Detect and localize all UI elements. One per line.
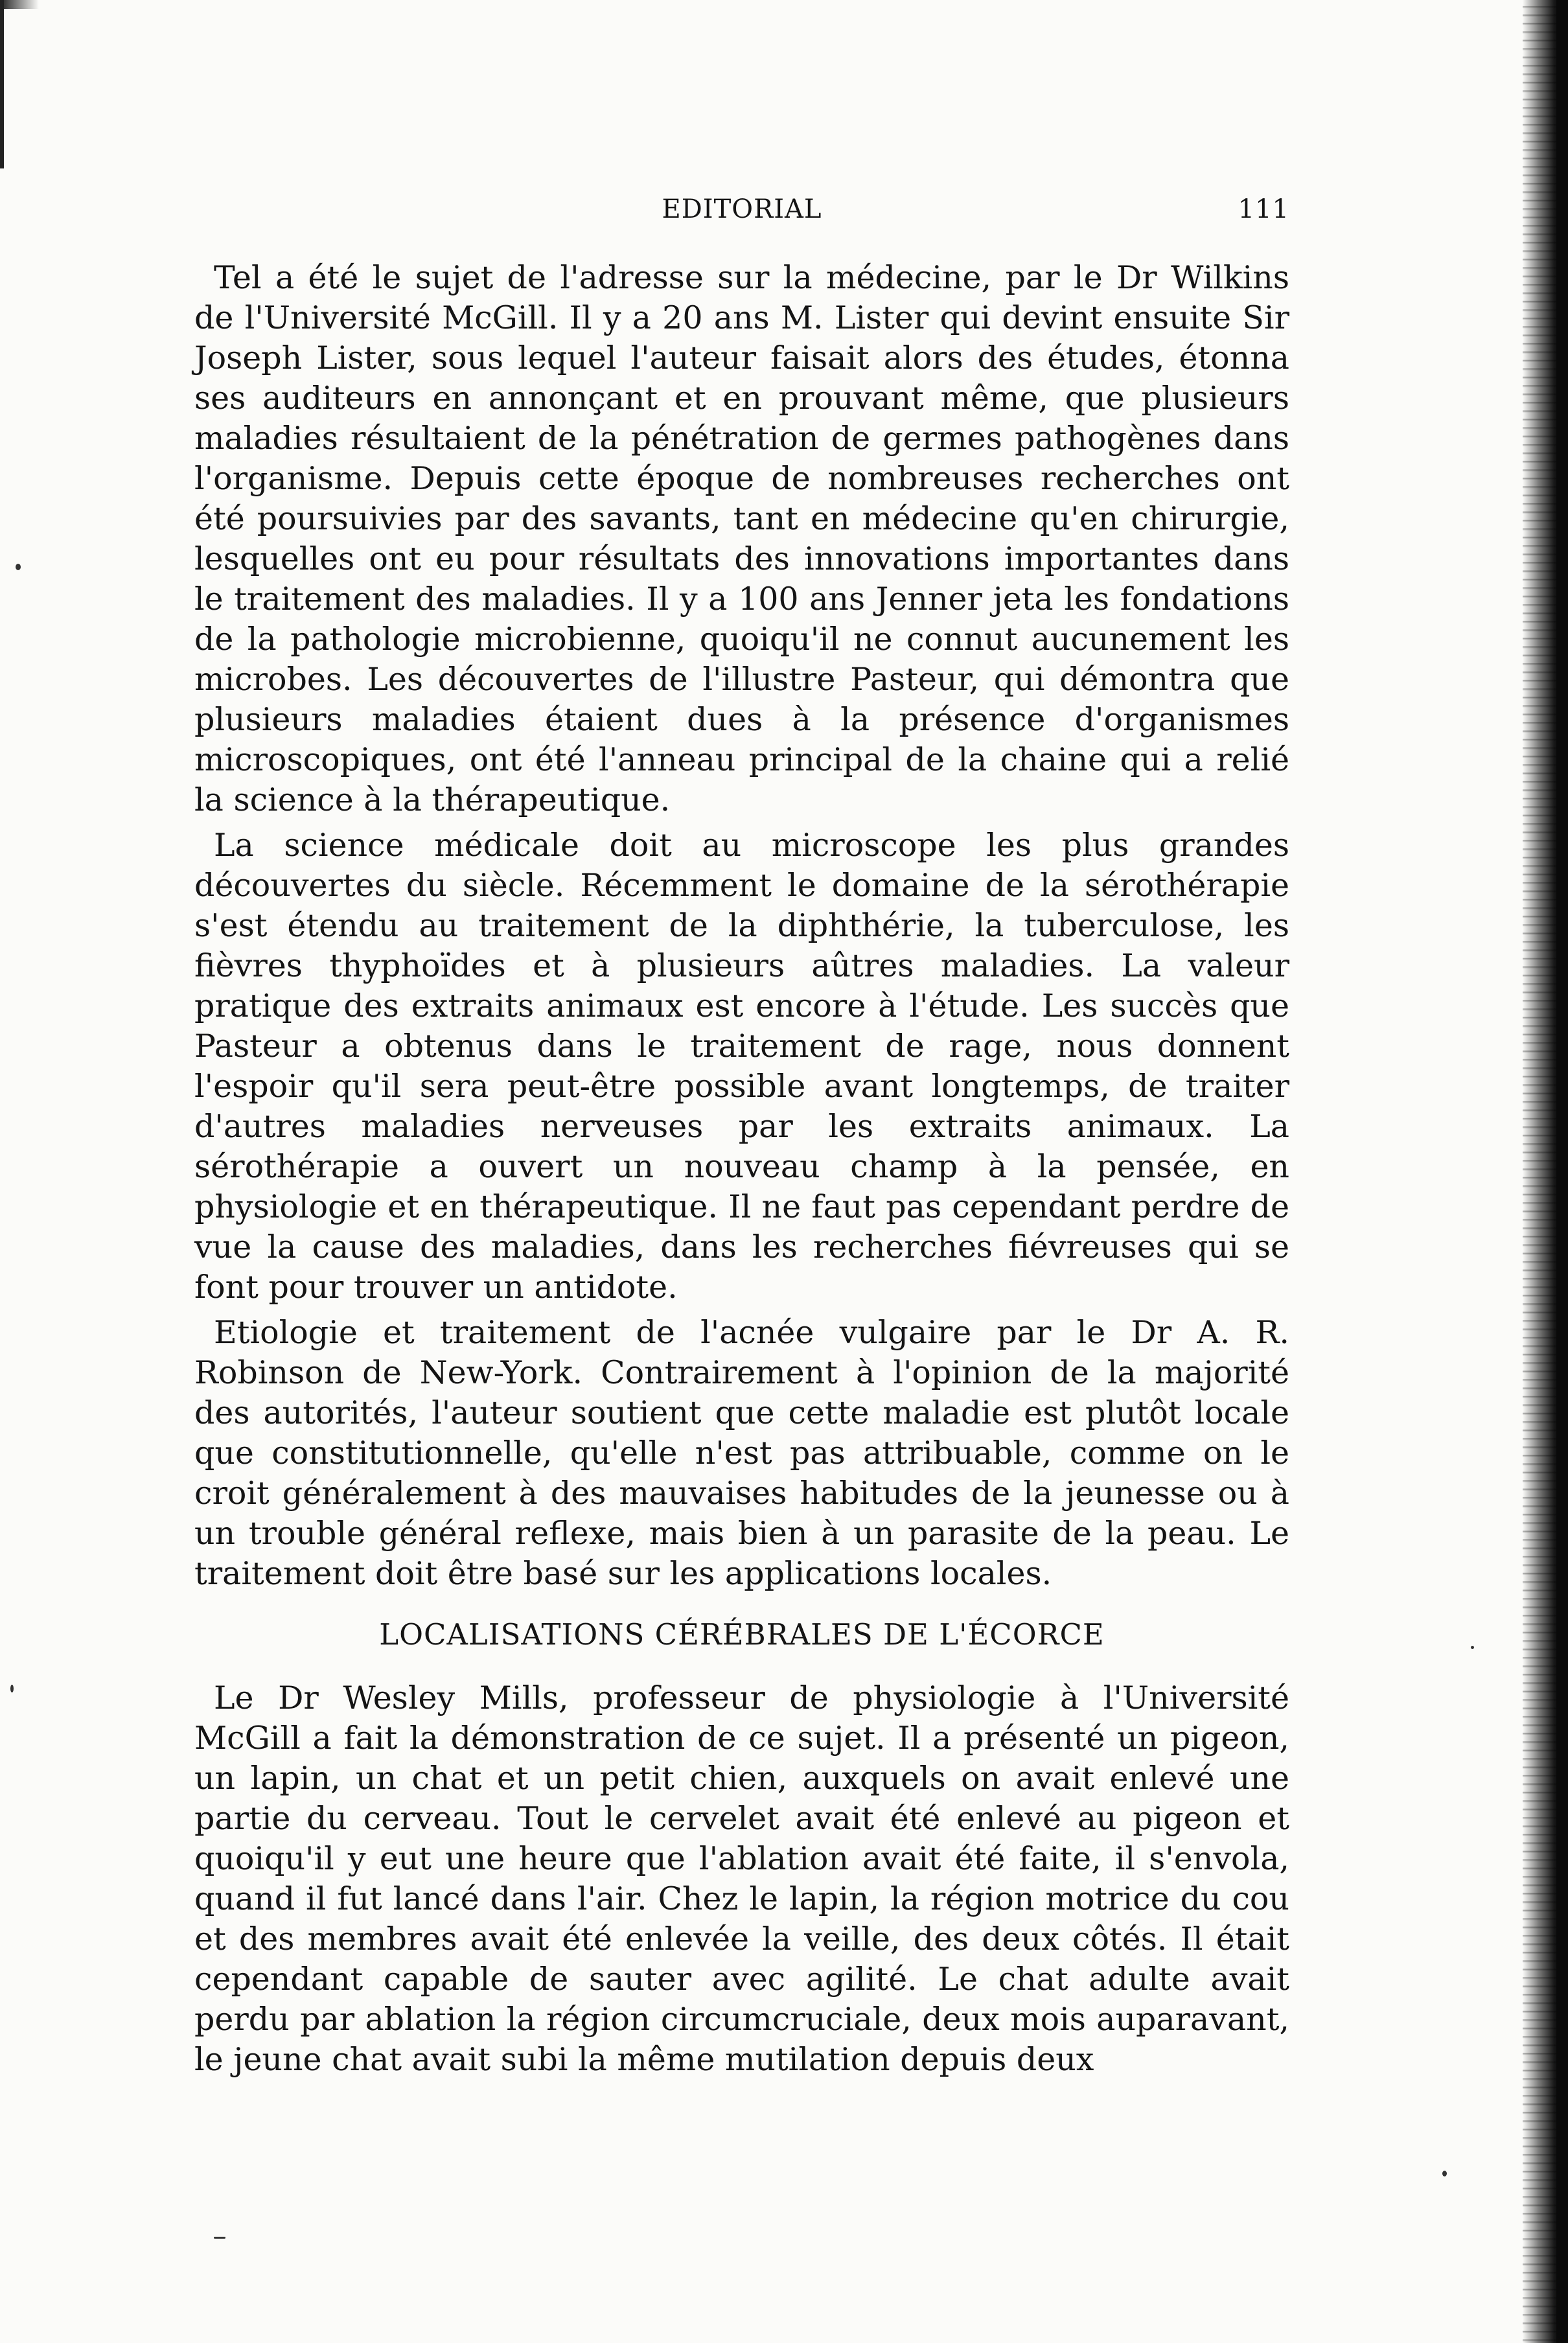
speck [1442, 2171, 1447, 2176]
scan-top-left-mark [0, 0, 39, 9]
speck [214, 2237, 225, 2239]
paragraph-mills: Le Dr Wesley Mills, professeur de physiologie à l'Université McGill a fait la démonstration de ce sujet. Il a présenté un pigeon, un lapin, un chat et un petit chien, auxquels on avait enlevé une partie du cerveau. Tout le cervelet avait été enlevé au pigeon et quoiqu'il y eut une heure que l'ablation avait été faite, il s'envola, quand il fut lancé dans l'air. Chez le lapin, la région motrice du cou et des membres avait été enlevée la veille, des deux côtés. Il était cependant capable de sauter avec agilité. Le chat adulte avait perdu par ablation la région circumcruciale, deux mois auparavant, le jeune chat avait subi la même mutilation depuis deux [194, 1679, 1289, 2078]
paragraph-wilkins: Tel a été le sujet de l'adresse sur la médecine, par le Dr Wilkins de l'Université McGill. Il y a 20 ans M. Lister qui devint ensuite Sir Joseph Lister, sous lequel l'auteur faisait alors des études, étonna ses auditeurs en annonçant et en prouvant même, que plusieurs maladies résultaient de la pénétration de germes pathogènes dans l'organisme. Depuis cette époque de nombreuses recherches ont été poursuivies par des savants, tant en médecine qu'en chirurgie, lesquelles ont eu pour résultats des innovations importantes dans le traitement des maladies. Il y a 100 ans Jenner jeta les fondations de la pathologie microbienne, quoiqu'il ne connut aucunement les microbes. Les découvertes de l'illustre Pasteur, qui démontra que plusieurs maladies étaient dues à la présence d'organismes microscopiques, ont été l'anneau principal de la chaine qui a relié la science à la thérapeutique. [194, 259, 1289, 818]
section-heading: LOCALISATIONS CÉRÉBRALES DE L'ÉCORCE [379, 1617, 1105, 1652]
paragraph-acne: Etiologie et traitement de l'acnée vulgaire par le Dr A. R. Robinson de New-York. Contrairement à l'opinion de la majorité des autorités, l'auteur soutient que cette maladie est plutôt locale que constitutionnelle, qu'elle n'est pas attribuable, comme on le croit généralement à des mauvaises habitudes de la jeunesse ou à un trouble général reflexe, mais bien à un parasite de la peau. Le traitement doit être basé sur les applications locales. [194, 1314, 1289, 1592]
speck [10, 1685, 14, 1692]
running-head [194, 194, 1289, 233]
scan-left-edge [0, 0, 4, 168]
page-number: 111 [1238, 194, 1289, 224]
paragraph-microscope: La science médicale doit au microscope les plus grandes découvertes du siècle. Récemment le domaine de la sérothérapie s'est étendu au traitement de la diphthérie, la tuberculose, les fièvres thyphoïdes et à plusieurs aûtres maladies. La valeur pratique des extraits animaux est encore à l'étude. Les succès que Pasteur a obtenus dans le traitement de rage, nous donnent l'espoir qu'il sera peut-être possible avant longtemps, de traiter d'autres maladies nerveuses par les extraits animaux. La sérothérapie a ouvert un nouveau champ à la pensée, en physiologie et en thérapeutique. Il ne faut pas cependant perdre de vue la cause des maladies, dans les recherches fiévreuses qui se font pour trouver un antidote. [194, 827, 1289, 1306]
running-head-title: EDITORIAL [662, 194, 822, 224]
body-text [194, 258, 1289, 2085]
speck [1471, 1646, 1474, 1649]
scan-right-edge [1556, 0, 1568, 2343]
speck [16, 564, 21, 570]
